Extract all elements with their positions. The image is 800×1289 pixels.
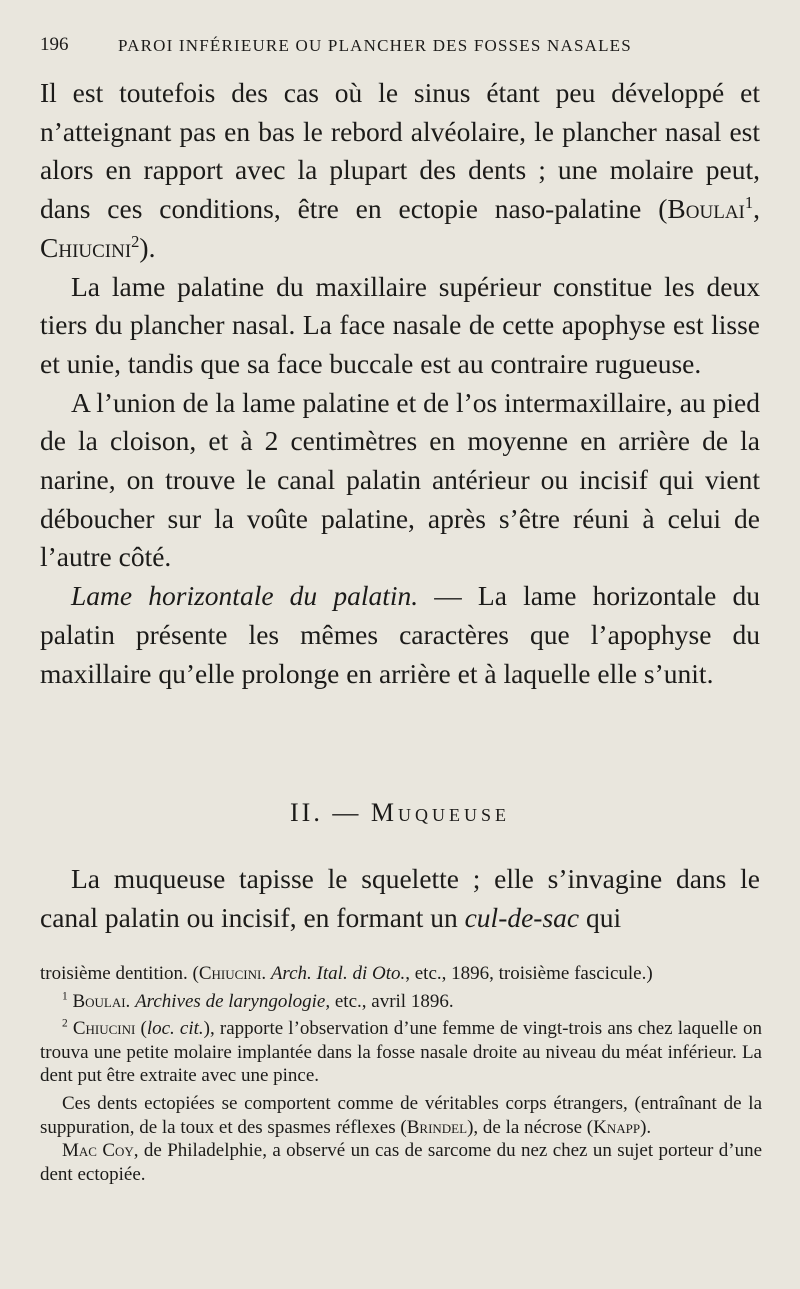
footnote-1-marker: 1: [62, 990, 68, 1003]
paragraph-1: [40, 74, 760, 268]
footnote-2-marker: 2: [62, 1017, 68, 1030]
separator: ,: [753, 193, 760, 225]
section-paragraph-italic: cul-de-sac: [464, 901, 580, 933]
section-paragraph-text: La muqueuse tapisse le squelette ; elle s’invagine dans le canal palatin ou incisif, en formant un: [40, 863, 760, 933]
footnote-continuation-journal: Arch. Ital. di Oto.: [270, 963, 406, 984]
footnote-3-text: Ces dents ectopiées se comportent comme de véritables corps étrangers, (entraînant de la suppuration, de la toux et des spasmes réflexes (: [40, 1092, 762, 1138]
footnote-ref-1: 1: [744, 192, 754, 212]
footnote-2-italic: loc. cit.: [146, 1018, 204, 1040]
section-paragraph: [40, 860, 760, 937]
main-text: [40, 74, 760, 693]
footnote-3-text-2: ), de la nécrose (: [467, 1116, 594, 1138]
section-dash: —: [322, 798, 371, 827]
footnote-continuation: [40, 962, 762, 986]
footnote-continuation-author: Chiucini.: [198, 963, 267, 984]
footnote-continuation-end: , etc., 1896, troisième fascicule.): [405, 963, 653, 984]
footnote-2-open: (: [135, 1018, 147, 1040]
footnote-1-author: Boulai.: [72, 990, 131, 1012]
paragraph-4-text: — La lame horizontale du palatin présente les mêmes caractères que l’apophyse du maxillaire qu’elle prolonge en arrière et à laquelle elle s’unit.: [40, 580, 760, 689]
footnote-2-text: ), rapporte l’observation d’une femme de vingt-trois ans chez laquelle on trouva une petite molaire implantée dans la fosse nasale droite au niveau du méat inférieur. La dent put être extraite avec une pince.: [40, 1018, 763, 1087]
author-boulai: Boulai: [667, 193, 745, 225]
section-heading: [0, 798, 800, 828]
section-text: [40, 860, 760, 937]
footnote-4: [40, 1139, 762, 1186]
paragraph-4-italic-title: Lame horizontale du palatin.: [71, 580, 419, 612]
footnote-2: [40, 1017, 762, 1088]
running-header: [40, 34, 760, 62]
section-title: Muqueuse: [370, 798, 510, 827]
footnote-1-journal: Archives de laryngologie,: [135, 990, 331, 1012]
footnote-4-text: de Philadelphie, a observé un cas de sarcome du nez chez un sujet porteur d’une dent ectopiée.: [40, 1140, 762, 1185]
footnotes: [40, 962, 762, 1186]
footnote-3-author-knapp: Knapp: [593, 1116, 641, 1138]
paragraph-4: [40, 577, 760, 693]
footnote-2-author: Chiucini: [72, 1018, 136, 1040]
author-chiucini: Chiucini: [40, 231, 132, 263]
footnote-3-end: ).: [640, 1116, 652, 1138]
running-title: PAROI INFÉRIEURE OU PLANCHER DES FOSSES NASALES: [118, 36, 632, 55]
paragraph-1-end: ).: [139, 231, 156, 263]
footnote-ref-2: 2: [131, 231, 140, 251]
footnote-3: [40, 1092, 762, 1139]
section-numeral: II.: [290, 798, 323, 827]
footnote-1-text: etc., avril 1896.: [330, 990, 454, 1012]
paragraph-3: A l’union de la lame palatine et de l’os intermaxillaire, au pied de la cloison, et à 2 centimètres en moyenne en arrière de la narine, on trouve le canal palatin antérieur ou incisif qui vient déboucher sur la voûte palatine, après s’être réuni à celui de l’autre côté.: [40, 386, 760, 573]
paragraph-2: La lame palatine du maxillaire supérieur constitue les deux tiers du plancher nasal. La face nasale de cette apophyse est lisse et unie, tandis que sa face buccale est au contraire rugueuse.: [40, 270, 760, 379]
paragraph-1-text: Il est toutefois des cas où le sinus étant peu développé et n’atteignant pas en bas le rebord alvéolaire, le plancher nasal est alors en rapport avec la plupart des dents ; une molaire peut, dans ces conditions, être en ectopie naso-palatine (: [40, 77, 760, 225]
section-paragraph-end: qui: [579, 901, 622, 933]
page-number: 196: [40, 34, 69, 55]
footnote-continuation-text: troisième dentition. (: [40, 963, 199, 984]
footnote-4-author: Mac Coy,: [62, 1140, 139, 1162]
footnote-1: [40, 990, 762, 1014]
footnote-3-author-brindel: Brindel: [406, 1116, 468, 1138]
